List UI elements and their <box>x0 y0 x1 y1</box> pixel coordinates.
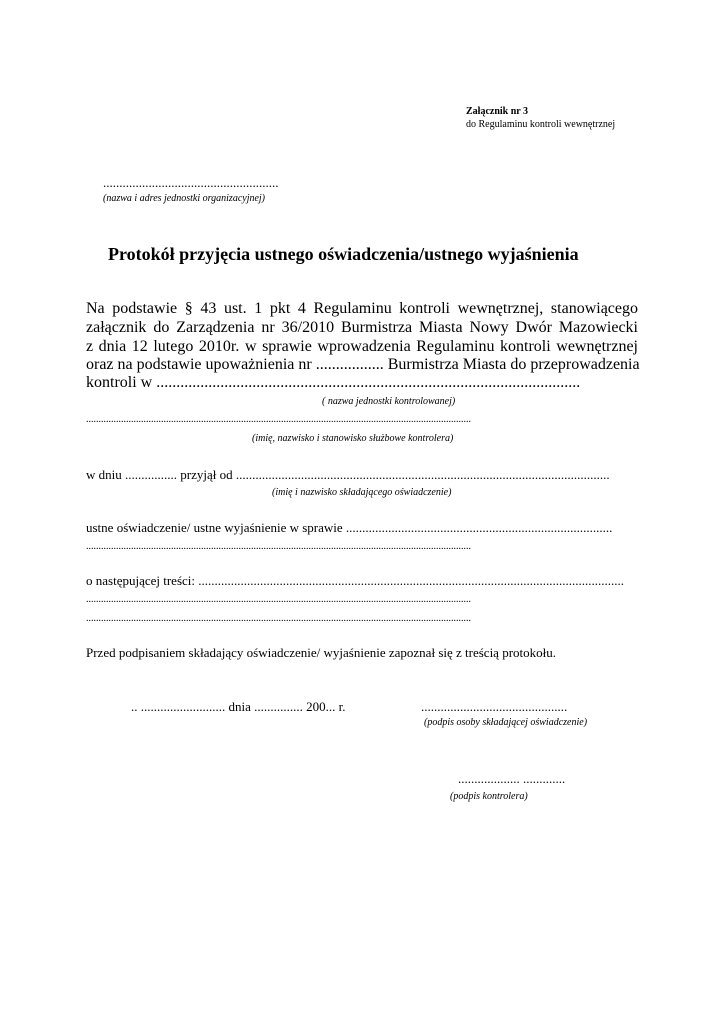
received-caption: (imię i nazwisko składającego oświadczenie) <box>272 487 452 498</box>
received-line: w dniu ................ przyjął od ................................................................................................................... <box>86 467 610 482</box>
controller-signature-caption: (podpis kontrolera) <box>450 791 528 802</box>
org-dots: ...................................................... <box>103 175 279 190</box>
intro-line-1: Na podstawie § 43 ust. 1 pkt 4 Regulaminu kontroli wewnętrznej, stanowiącego <box>86 300 638 317</box>
intro-line-4: oraz na podstawie upoważnienia nr ................. Burmistrza Miasta do przeprowadzenia <box>86 356 640 373</box>
content-dots-2: .......................................................................................................................................................... <box>86 613 471 624</box>
declarant-signature-caption: (podpis osoby składającej oświadczenie) <box>424 717 588 728</box>
subject-line: ustne oświadczenie/ ustne wyjaśnienie w sprawie .................................................................................. <box>86 520 613 535</box>
controller-caption: (imię, nazwisko i stanowisko służbowe kontrolera) <box>252 433 454 444</box>
intro-line-3: z dnia 12 lutego 2010r. w sprawie wprowadzenia Regulaminu kontroli wewnętrznej <box>86 338 638 355</box>
annex-subtitle: do Regulaminu kontroli wewnętrznej <box>466 119 616 130</box>
subject-dots: .......................................................................................................................................................... <box>86 541 471 552</box>
intro-line-5: kontroli w .......................................................................................................... <box>86 374 581 391</box>
statement-text: Przed podpisaniem składający oświadczenie/ wyjaśnienie zapoznał się z treścią protokołu. <box>86 645 556 660</box>
document-title: Protokół przyjęcia ustnego oświadczenia/ustnego wyjaśnienia <box>108 244 579 264</box>
declarant-signature-dots: ............................................. <box>421 699 568 714</box>
annex-title: Załącznik nr 3 <box>466 106 529 117</box>
unit-caption: ( nazwa jednostki kontrolowanej) <box>322 396 456 407</box>
controller-signature-dots: ................... ............. <box>458 771 566 786</box>
date-line: .. .......................... dnia ............... 200... r. <box>131 699 346 714</box>
content-line: o następującej treści: ................................................................................................................................... <box>86 573 625 588</box>
controller-dots: .......................................................................................................................................................... <box>86 414 471 425</box>
org-caption: (nazwa i adres jednostki organizacyjnej) <box>103 193 266 204</box>
content-dots-1: .......................................................................................................................................................... <box>86 594 471 605</box>
intro-line-2: załącznik do Zarządzenia nr 36/2010 Burmistrza Miasta Nowy Dwór Mazowiecki <box>86 319 638 336</box>
